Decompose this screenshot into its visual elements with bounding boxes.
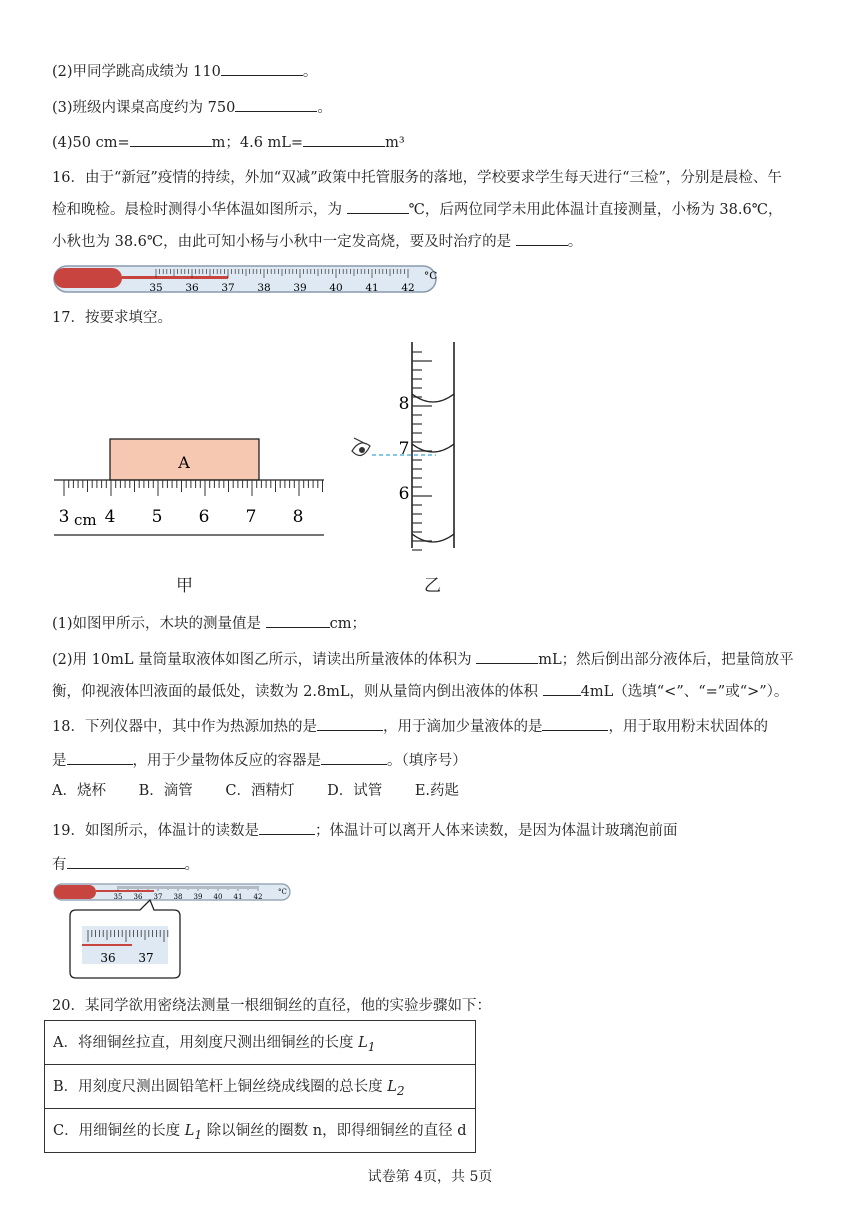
tick-label: 40	[213, 893, 223, 901]
q16-text: 16．由于“新冠”疫情的持续，外加“双减”政策中托管服务的落地，学校要求学生每天进行“三检”，分别是晨检、午 检和晚检。晨检时测得小华体温如图所示，为 ℃，后两位同学未用此体温计直接测量，小杨为 38.6℃， 小秋也为 38.6℃，由此可知小杨与小秋中一定发高烧，要及时治疗的是 。	[52, 170, 783, 250]
tick-label: 35	[149, 282, 163, 294]
page-footer: 试卷第 4页，共 5页	[367, 1169, 493, 1185]
tick-label: 36	[185, 282, 199, 294]
zoom-mercury	[82, 944, 132, 946]
answer-blank[interactable]	[476, 648, 538, 664]
ruler-tick-label: 4	[104, 507, 116, 527]
q17-title: 17．按要求填空。	[52, 310, 172, 326]
thermometer-zoom-figure	[52, 880, 302, 984]
q15-part4: (4)50 cm= m；4.6 mL= m³	[52, 131, 405, 153]
ruler-tick-label: 8	[292, 507, 304, 527]
table-row: C．用细铜丝的长度 $L_1$ 除以铜丝的圈数 n，即得细铜丝的直径 d	[45, 1109, 476, 1153]
answer-blank[interactable]	[130, 131, 212, 147]
q18-text: 18．下列仪器中，其中作为热源加热的是 ，用于滴加少量液体的是 ，用于取用粉末状固体的 是 ，用于少量物体反应的容器是 。（填序号）	[52, 710, 768, 778]
q17-part2: (2)用 10mL 量筒量取液体如图乙所示，请读出所量液体的体积为 mL；然后倒出部分液体后，把量筒放平 衡，仰视液体凹液面的最低处，读数为 2.8mL，则从量筒内倒出液体的体积 4mL（选填“<”、“=”或“>”）。	[52, 644, 794, 708]
answer-blank[interactable]	[266, 612, 330, 628]
tick-label: 38	[257, 282, 271, 294]
tick-label: 37	[153, 893, 163, 901]
tick-label: 41	[233, 893, 243, 901]
q19-text: 19．如图所示，体温计的读数是 ；体温计可以离开人体来读数，是因为体温计玻璃泡前面 有 。	[52, 814, 677, 882]
cylinder-tick-label: 7	[398, 439, 410, 459]
tick-label: 42	[401, 282, 415, 294]
block-label: A	[178, 453, 190, 472]
cylinder-scale	[412, 352, 432, 550]
ruler-tick-label: 7	[245, 507, 257, 527]
option-b: B．滴管	[138, 783, 193, 799]
figure-caption-jia: 甲	[176, 576, 193, 596]
answer-blank[interactable]	[221, 60, 303, 76]
tick-label: 39	[293, 282, 307, 294]
option-c: C．酒精灯	[225, 783, 295, 799]
answer-blank[interactable]	[317, 715, 383, 731]
zoom-tick-label: 36	[100, 951, 116, 965]
thermometer-bulb	[54, 268, 122, 288]
q15-part3: (3)班级内课桌高度约为 750 。	[52, 96, 332, 118]
q17-part1: (1)如图甲所示，木块的测量值是 cm；	[52, 612, 366, 634]
q20-title: 20．某同学欲用密绕法测量一根细铜丝的直径，他的实验步骤如下：	[52, 998, 491, 1014]
mercury-column	[122, 276, 228, 279]
thermometer-bulb	[54, 885, 96, 899]
tick-label: 42	[253, 893, 263, 901]
ruler-tick-label: 5	[151, 507, 163, 527]
mercury-column	[96, 890, 154, 892]
tick-label: 36	[133, 893, 143, 901]
option-e: E.药匙	[414, 783, 460, 799]
tick-label: 40	[329, 282, 343, 294]
answer-blank[interactable]	[347, 198, 409, 214]
unit-label: °C	[278, 888, 287, 896]
thermometer-figure	[52, 256, 442, 296]
answer-blank[interactable]	[303, 131, 385, 147]
meniscus	[412, 394, 454, 402]
answer-blank[interactable]	[259, 819, 315, 835]
figure-caption-yi: 乙	[424, 576, 441, 596]
ruler-tick-label: 6	[198, 507, 210, 527]
ruler-figure	[52, 430, 332, 540]
ruler-scale	[64, 480, 323, 496]
answer-blank[interactable]	[321, 749, 387, 765]
answer-blank[interactable]	[543, 680, 581, 696]
table-row: A．将细铜丝拉直，用刻度尺测出细铜丝的长度 $L_1$	[45, 1021, 476, 1065]
answer-blank[interactable]	[67, 853, 185, 869]
tick-label: 37	[221, 282, 235, 294]
table-row: B．用刻度尺测出圆铅笔杆上铜丝绕成线圈的总长度 $L_2$	[45, 1065, 476, 1109]
q15-part2: (2)甲同学跳高成绩为 110 。	[52, 60, 317, 82]
tick-label: 35	[113, 893, 123, 901]
q18-options	[52, 781, 459, 801]
steps-table	[44, 1020, 476, 1153]
graduated-cylinder-figure	[346, 338, 466, 554]
tick-label: 38	[173, 893, 183, 901]
option-a: A．烧杯	[52, 783, 106, 799]
ruler-unit: cm	[74, 511, 97, 529]
cylinder-tick-label: 8	[398, 394, 410, 414]
tick-label: 41	[365, 282, 379, 294]
unit-label: °C	[424, 270, 438, 282]
ruler-tick-label: 3	[58, 507, 70, 527]
option-d: D．试管	[327, 783, 383, 799]
answer-blank[interactable]	[542, 715, 608, 731]
tick-label: 39	[193, 893, 203, 901]
answer-blank[interactable]	[516, 230, 568, 246]
cylinder-tick-label: 6	[398, 484, 410, 504]
eye-icon	[352, 438, 370, 455]
answer-blank[interactable]	[67, 749, 133, 765]
zoom-tick-label: 37	[138, 951, 154, 965]
answer-blank[interactable]	[235, 96, 317, 112]
